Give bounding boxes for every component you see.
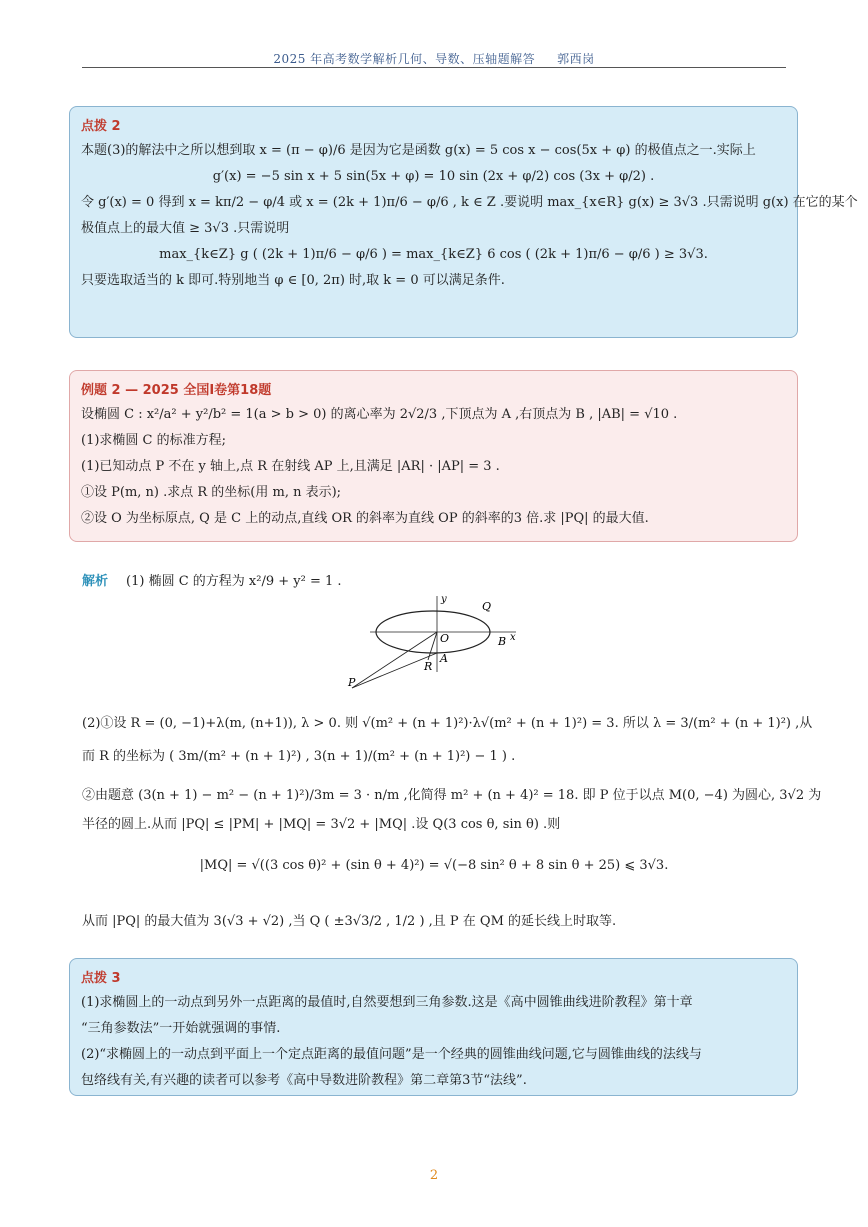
solution-line-final: 从而 |PQ| 的最大值为 3(√3 + √2) ,当 Q ( ±3√3/2 , 1/2 ) ,且 P 在 QM 的延长线上时取等. bbox=[82, 914, 617, 929]
tip-box-3-line-1: (1)求椭圆上的一动点到另外一点距离的最值时,自然要想到三角参数.这是《高中圆锥曲线进阶教程》第十章 bbox=[81, 995, 693, 1010]
solution-line-mq: |MQ| = √((3 cos θ)² + (sin θ + 4)²) = √(−8 sin² θ + 8 sin θ + 25) ⩽ 3√3. bbox=[199, 858, 669, 873]
tip-box-3-line-2: “三角参数法”一开始就强调的事情. bbox=[81, 1021, 281, 1036]
tip-box-3-title: 点拨 3 bbox=[81, 971, 121, 986]
label-b: B bbox=[498, 635, 507, 648]
example-line-3: (1)已知动点 P 不在 y 轴上,点 R 在射线 AP 上,且满足 |AR| · |AP| = 3 . bbox=[81, 459, 500, 474]
label-a: A bbox=[440, 652, 448, 665]
tip-box-2 bbox=[69, 106, 858, 338]
header-rule bbox=[82, 67, 786, 68]
solution-line-2b: 而 R 的坐标为 ( 3m/(m² + (n + 1)²) , 3(n + 1)/(m² + (n + 1)²) − 1 ) . bbox=[82, 749, 516, 764]
label-y: y bbox=[441, 594, 447, 605]
solution-part-1 bbox=[82, 570, 342, 589]
tip-box-2-line-5: max_{k∈Z} g ( (2k + 1)π/6 − φ/6 ) = max_{k∈Z} 6 cos ( (2k + 1)π/6 − φ/6 ) ≥ 3√3. bbox=[159, 247, 708, 262]
solution-line-3b: 半径的圆上.从而 |PQ| ≤ |PM| + |MQ| = 3√2 + |MQ| .设 Q(3 cos θ, sin θ) .则 bbox=[82, 817, 561, 832]
tip-box-2-line-6: 只要选取适当的 k 即可.特别地当 φ ∈ [0, 2π) 时,取 k = 0 可以满足条件. bbox=[81, 273, 505, 288]
segment-or bbox=[428, 632, 437, 660]
tip-box-3-line-3: (2)“求椭圆上的一动点到平面上一个定点距离的最值问题”是一个经典的圆锥曲线问题,它与圆锥曲线的法线与 bbox=[81, 1047, 702, 1062]
example-line-1: 设椭圆 C : x²/a² + y²/b² = 1(a > b > 0) 的离心率为 2√2/3 ,下顶点为 A ,右顶点为 B , |AB| = √10 . bbox=[81, 407, 678, 422]
solution-line-1: (1) 椭圆 C 的方程为 x²/9 + y² = 1 . bbox=[126, 574, 342, 589]
example-box-2-title: 例题 2 — 2025 全国I卷第18题 bbox=[81, 383, 272, 398]
tip-box-2-line-1: 本题(3)的解法中之所以想到取 x = (π − φ)/6 是因为它是函数 g(x) = 5 cos x − cos(5x + φ) 的极值点之一.实际上 bbox=[81, 143, 756, 158]
tip-box-2-line-2: g′(x) = −5 sin x + 5 sin(5x + φ) = 10 sin (2x + φ/2) cos (3x + φ/2) . bbox=[212, 169, 655, 184]
tip-box-3-line-4: 包络线有关,有兴趣的读者可以参考《高中导数进阶教程》第二章第3节“法线”. bbox=[81, 1073, 527, 1088]
label-p: P bbox=[348, 676, 356, 689]
tip-box-2-line-3: 令 g′(x) = 0 得到 x = kπ/2 − φ/4 或 x = (2k + 1)π/6 − φ/6 , k ∈ Z .要说明 max_{x∈R} g(x) ≥ 3√3 .只需说明 g(x) 在它的某个 bbox=[81, 195, 858, 210]
label-q: Q bbox=[482, 600, 492, 613]
solution-line-3a: ②由题意 (3(n + 1) − m² − (n + 1)²)/3m = 3 · n/m ,化简得 m² + (n + 4)² = 18. 即 P 位于以点 M(0, −4) 为圆心, 3√2 为 bbox=[82, 788, 822, 803]
header-author: 郭西岗 bbox=[557, 52, 595, 66]
page-number: 2 bbox=[429, 1168, 439, 1183]
solution-line-2a: (2)①设 R = (0, −1)+λ(m, (n+1)), λ > 0. 则 √(m² + (n + 1)²)·λ√(m² + (n + 1)²) = 3. 所以 λ = 3/(m² + (n + 1)²) ,从 bbox=[82, 716, 813, 731]
ellipse-figure bbox=[340, 590, 530, 700]
solution-label: 解析 bbox=[82, 574, 109, 589]
page-header bbox=[0, 50, 868, 67]
tip-box-2-title: 点拨 2 bbox=[81, 119, 121, 134]
example-line-4: ①设 P(m, n) .求点 R 的坐标(用 m, n 表示); bbox=[81, 485, 342, 500]
example-box-2 bbox=[69, 370, 798, 542]
example-line-5: ②设 O 为坐标原点, Q 是 C 上的动点,直线 OR 的斜率为直线 OP 的斜率的3 倍.求 |PQ| 的最大值. bbox=[81, 511, 649, 526]
tip-box-2-line-4: 极值点上的最大值 ≥ 3√3 .只需说明 bbox=[81, 221, 290, 236]
header-title: 2025 年高考数学解析几何、导数、压轴题解答 bbox=[273, 52, 536, 66]
label-o: O bbox=[440, 632, 450, 645]
label-x: x bbox=[510, 632, 516, 643]
example-line-2: (1)求椭圆 C 的标准方程; bbox=[81, 433, 227, 448]
tip-box-3 bbox=[69, 958, 798, 1096]
label-r: R bbox=[424, 660, 433, 673]
